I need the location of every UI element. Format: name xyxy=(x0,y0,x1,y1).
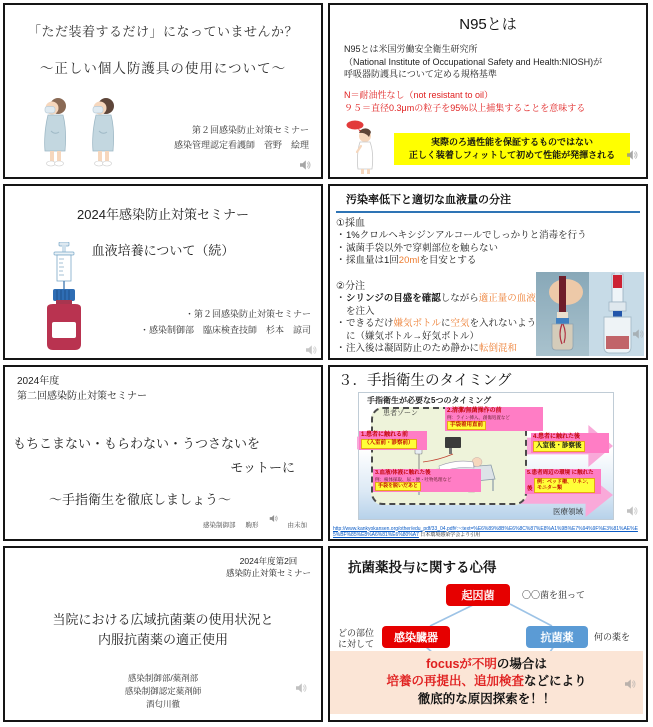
node-annotation: 〇〇菌を狙って xyxy=(522,590,586,600)
slide-title: N95とは xyxy=(459,16,517,33)
slide-antibiotic-mindset xyxy=(328,546,648,722)
causative-organism-node: 起因菌 xyxy=(446,584,510,606)
moment-3-label: 3.血液/体液に触れた後 例：検体採取、尿・便・吐物処理など 手袋を脱いだあと xyxy=(373,469,481,492)
source-note: 日本環境感染学会より引用 xyxy=(420,531,481,538)
moment-2-label: 2.清潔/無菌操作の前 例：ライン挿入、創傷処置など 手袋着用直前 xyxy=(445,407,543,431)
motto-line: もちこまない・もらわない・うつさないを xyxy=(13,436,261,451)
antibiotic-node: 抗菌薬 xyxy=(526,626,588,648)
node-annotation: どの部位 xyxy=(338,628,375,638)
section-heading: ①採血 xyxy=(336,218,365,229)
source-link[interactable]: http://www.kankyokansen.org/other/edu_pdf/33_04.pdf#:~:text=%E6%89%8B%E6%8C%87%E8%A1%9B%E7%94%9F%E3%81%AE%E5%BF%85%E8%A6%81%E6%80%A7 xyxy=(333,525,638,538)
slide-hand-hygiene-timing xyxy=(328,365,648,541)
slide-n95 xyxy=(328,3,648,179)
presenter-role: 感染制御認定薬剤師 xyxy=(124,686,202,697)
nurse-figures-illustration xyxy=(39,97,121,167)
audio-speaker-icon xyxy=(305,344,317,356)
alert-panel xyxy=(330,651,643,715)
slide-title: 「ただ装着するだけ」になっていませんか？ xyxy=(27,24,298,39)
caution-line: 実際のろ過性能を保証するものではない xyxy=(430,137,593,147)
slide-antibiotics-usage-title xyxy=(3,546,323,722)
alert-line: 培養の再提出、追加検査などにより xyxy=(386,674,587,688)
audio-speaker-icon xyxy=(626,149,638,161)
body-line: N95とは米国労働安全衛生研究所 xyxy=(344,44,478,54)
header-line: 2024年度第2回 xyxy=(239,556,298,566)
slide-title-line: 内服抗菌薬の適正使用 xyxy=(97,632,228,648)
slide-title: 抗菌薬投与に関する心得 xyxy=(348,560,497,575)
slide-title: 汚染率低下と適切な血液量の分注 xyxy=(346,194,511,206)
five-moments-diagram xyxy=(358,392,614,520)
audio-speaker-icon xyxy=(632,328,644,340)
node-annotation: 何の薬を xyxy=(594,632,631,642)
moment-2-sub: 手袋着用直前 xyxy=(447,421,486,430)
bullet-item: ・ 滅菌手袋以外で穿刺部位を触らない xyxy=(336,242,499,254)
alert-line: focusが不明の場合は xyxy=(426,656,547,671)
moment-4-label: 4.患者に触れた後 入室後・診察後 xyxy=(531,433,609,453)
title-underline xyxy=(336,211,640,213)
blood-culture-bottle-illustration xyxy=(37,242,91,357)
audio-speaker-icon xyxy=(624,678,636,690)
section-heading: ②分注 xyxy=(336,280,365,292)
bullet-item: ・ 1%クロルヘキシジンアルコールでしっかりと消毒を行う xyxy=(336,230,587,242)
moment-5-sub: 例：ベッド柵、リネン、 モニター類 xyxy=(534,478,595,494)
source-citation xyxy=(333,526,643,539)
slide-title: 2024年感染防止対策セミナー xyxy=(77,207,249,222)
node-annotation: に対して xyxy=(338,639,375,650)
header-line: 2024年度 xyxy=(17,376,60,387)
procedure-photos xyxy=(536,272,644,356)
slide-subtitle: 血液培養について（続） xyxy=(91,243,235,258)
patient-zone-label: 患者ゾーン xyxy=(383,410,418,417)
seminar-name: ・第２回感染防止対策セミナー xyxy=(184,309,311,319)
presenter-surname: 駒形 xyxy=(245,522,259,529)
presenter-name: 感染管理認定看護師 菅野 絵理 xyxy=(173,140,309,151)
motto-line: モットーに xyxy=(230,460,295,475)
moment-1-sub: （入室前・診察前） xyxy=(361,439,417,448)
seminar-name: 第２回感染防止対策セミナー xyxy=(191,125,309,135)
slide-title-line: 当院における広域抗菌薬の使用状況と xyxy=(52,612,274,627)
presenter-givenname: 由未加 xyxy=(287,522,307,529)
medical-area-label: 医療領域 xyxy=(553,507,583,516)
alert-line: 徹底的な原因探索を！！ xyxy=(417,691,556,706)
department-name: 感染制御部/薬剤部 xyxy=(127,673,199,683)
moment-4-sub: 入室後・診察後 xyxy=(533,441,585,452)
bullet-item: ・ できるだけ嫌気ボトルに空気を入れないように（嫌気ボトル→好気ボトル） xyxy=(336,318,537,342)
definition-line: N＝耐油性なし（not resistant to oil） xyxy=(344,90,494,100)
slide-ppe-title xyxy=(3,3,323,179)
slide-blood-dispensing xyxy=(328,184,648,360)
bullet-item: ・ 注入後は凝固防止のため静かに転倒混和 xyxy=(336,343,518,355)
audio-speaker-icon xyxy=(295,682,307,694)
slide-title: ３．手指衛生のタイミング xyxy=(338,373,512,389)
department-name: 感染制御部 xyxy=(203,522,236,529)
audio-speaker-icon xyxy=(299,159,311,171)
definition-line: ９５＝直径0.3μmの粒子を95%以上捕集することを意味する xyxy=(344,102,586,113)
nurse-illustration xyxy=(346,119,380,179)
presenter-name: ・感染制御部 臨床検査技師 杉本 諒司 xyxy=(139,325,311,336)
body-line: 呼吸器防護具について定める規格基準 xyxy=(344,69,497,80)
motto-line: ～手指衛生を徹底しましょう～ xyxy=(49,492,232,507)
bullet-item: ・ 採血量は1回20mlを目安とする xyxy=(336,255,477,267)
slide-subtitle: ～正しい個人防護具の使用について～ xyxy=(39,61,287,76)
infected-organ-node: 感染臓器 xyxy=(382,626,450,648)
body-line: （National Institute of Occupational Safety and Health:NIOSH)が xyxy=(344,56,603,67)
moment-5-label: 5.患者周辺の環境 に触れた後 例：ベッド柵、リネン、 モニター類 xyxy=(525,469,601,494)
bullet-item: ・ シリンジの目盛を確認しながら適正量の血液を注入 xyxy=(336,292,536,317)
header-line: 第二回感染防止対策セミナー xyxy=(17,390,147,402)
moment-1-label: 1.患者に触れる前 （入室前・診察前） xyxy=(359,431,427,450)
header-line: 感染防止対策セミナー xyxy=(225,567,311,578)
slide-blood-culture-title xyxy=(3,184,323,360)
diagram-title: 手指衛生が必要な5つのタイミング xyxy=(367,396,492,405)
moment-3-sub: 手袋を脱いだあと xyxy=(375,482,421,491)
audio-speaker-icon xyxy=(626,505,638,517)
caution-highlight-box xyxy=(394,133,630,165)
presenter-name: 酒匂川徹 xyxy=(145,699,180,710)
audio-speaker-icon xyxy=(269,514,278,525)
presenter-credit xyxy=(203,518,307,529)
caution-line: 正しく装着しフィットして初めて性能が発揮される xyxy=(408,150,616,161)
slide-hand-hygiene-motto xyxy=(3,365,323,541)
